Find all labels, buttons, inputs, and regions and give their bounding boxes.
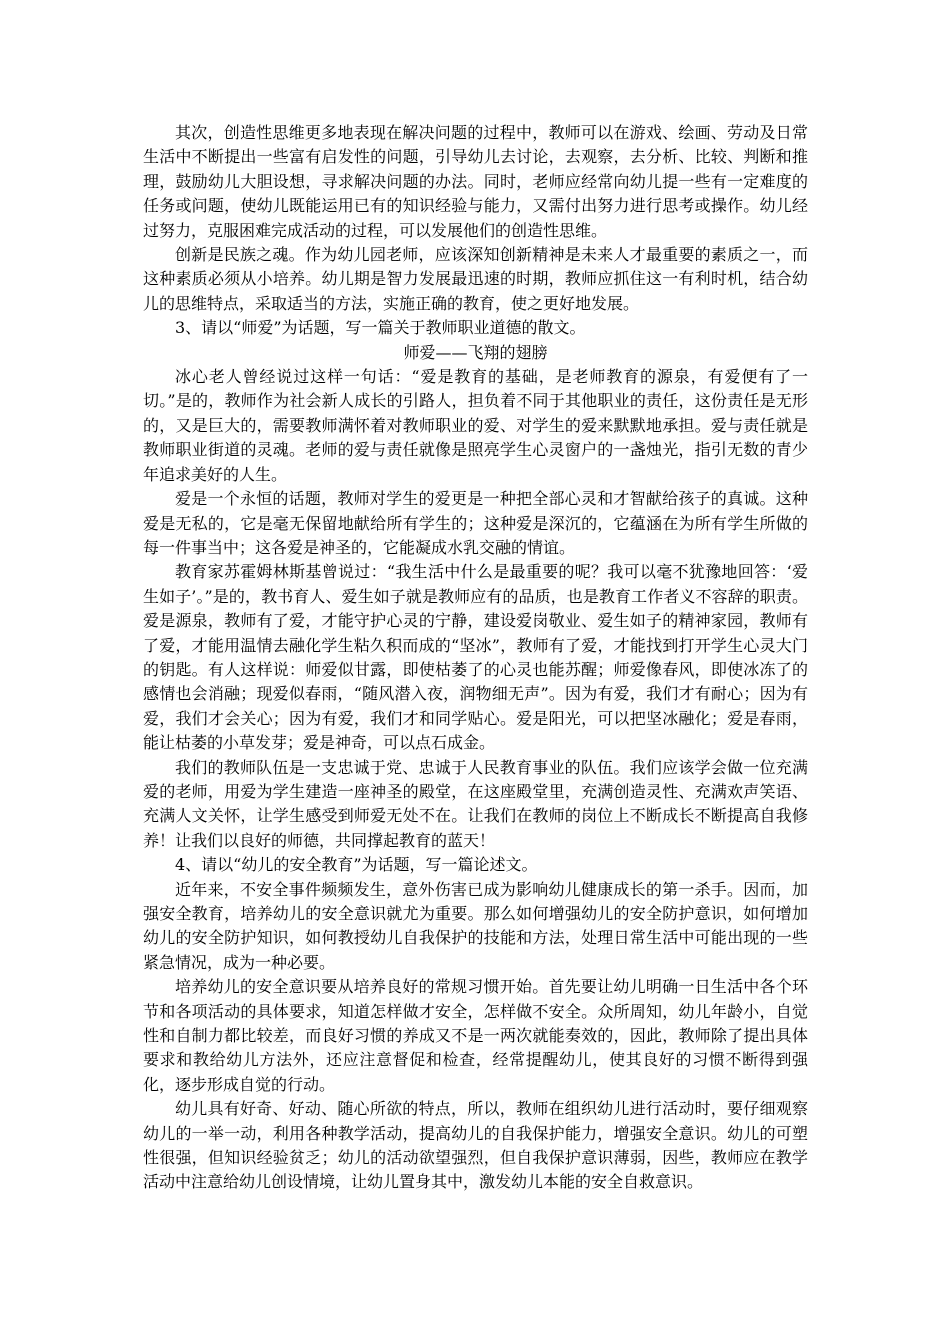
document-page — [143, 121, 808, 1195]
paragraph: 近年来，不安全事件频频发生，意外伤害已成为影响幼儿健康成长的第一杀手。因而，加强安全教育，培养幼儿的安全意识就尤为重要。那么如何增强幼儿的安全防护意识，如何增加幼儿的安全防护知识，如何教授幼儿自我保护的技能和方法，处理日常生活中可能出现的一些紧急情况，成为一种必要。 — [143, 879, 808, 972]
paragraph: 培养幼儿的安全意识要从培养良好的常规习惯开始。首先要让幼儿明确一日生活中各个环节和各项活动的具体要求，知道怎样做才安全，怎样做不安全。众所周知，幼儿年龄小，自觉性和自制力都比较差，而良好习惯的养成又不是一两次就能奏效的，因此，教师除了提出具体要求和教给幼儿方法外，还应注意督促和检查，经常提醒幼儿，使其良好的习惯不断得到强化，逐步形成自觉的行动。 — [143, 977, 808, 1094]
paragraph: 教育家苏霍姆林斯基曾说过：“我生活中什么是最重要的呢？我可以毫不犹豫地回答：‘爱生如子’。”是的，教书育人、爱生如子就是教师应有的品质，也是教育工作者义不容辞的职责。爱是源泉，教师有了爱，才能守护心灵的宁静，建设爱岗敬业、爱生如子的精神家园，教师有了爱，才能用温情去融化学生粘久积而成的“坚冰”，教师有了爱，才能找到打开学生心灵大门的钥匙。有人这样说：师爱似甘露，即使枯萎了的心灵也能苏醒；师爱像春风，即使冰冻了的感情也会消融；现爱似春雨，“随风潜入夜，润物细无声”。因为有爱，我们才有耐心；因为有爱，我们才会关心；因为有爱，我们才和同学贴心。爱是阳光，可以把坚冰融化；爱是春雨，能让枯萎的小草发芽；爱是神奇，可以点石成金。 — [143, 562, 808, 753]
paragraph: 幼儿具有好奇、好动、随心所欲的特点，所以，教师在组织幼儿进行活动时，要仔细观察幼儿的一举一动，利用各种教学活动，提高幼儿的自我保护能力，增强安全意识。幼儿的可塑性很强，但知识经验贫乏；幼儿的活动欲望强烈，但自我保护意识薄弱，因些，教师应在教学活动中注意给幼儿创设情境，让幼儿置身其中，激发幼儿本能的安全自救意识。 — [143, 1099, 808, 1192]
paragraph: 创新是民族之魂。作为幼儿园老师，应该深知创新精神是未来人才最重要的素质之一，而这种素质必须从小培养。幼儿期是智力发展最迅速的时期，教师应抓住这一有利时机，结合幼儿的思维特点，采取适当的方法，实施正确的教育，使之更好地发展。 — [143, 245, 808, 313]
question-heading: 4、请以“幼儿的安全教育”为话题，写一篇论述文。 — [175, 855, 538, 875]
essay-title: 师爱——飞翔的翅膀 — [403, 342, 548, 362]
question-heading: 3、请以“师爱”为话题，写一篇关于教师职业道德的散文。 — [175, 318, 586, 338]
paragraph: 冰心老人曾经说过这样一句话：“爱是教育的基础，是老师教育的源泉，有爱便有了一切。”是的，教师作为社会新人成长的引路人，担负着不同于其他职业的责任，这份责任是无形的，又是巨大的，需要教师满怀着对教师职业的爱、对学生的爱来默默地承担。爱与责任就是教师职业街道的灵魂。老师的爱与责任就像是照亮学生心灵窗户的一盏烛光，指引无数的青少年追求美好的人生。 — [143, 367, 808, 484]
paragraph: 爱是一个永恒的话题，教师对学生的爱更是一种把全部心灵和才智献给孩子的真诚。这种爱是无私的，它是毫无保留地献给所有学生的；这种爱是深沉的，它蕴涵在为所有学生所做的每一件事当中；这各爱是神圣的，它能凝成水乳交融的情谊。 — [143, 489, 808, 557]
paragraph: 其次，创造性思维更多地表现在解决问题的过程中，教师可以在游戏、绘画、劳动及日常生活中不断提出一些富有启发性的问题，引导幼儿去讨论，去观察，去分析、比较、判断和推理，鼓励幼儿大胆设想，寻求解决问题的办法。同时，老师应经常向幼儿提一些有一定难度的任务或问题，使幼儿既能运用已有的知识经验与能力，又需付出努力进行思考或操作。幼儿经过努力，克服困难完成活动的过程，可以发展他们的创造性思维。 — [143, 123, 808, 240]
paragraph: 我们的教师队伍是一支忠诚于党、忠诚于人民教育事业的队伍。我们应该学会做一位充满爱的老师，用爱为学生建造一座神圣的殿堂，在这座殿堂里，充满创造灵性、充满欢声笑语、充满人文关怀，让学生感受到师爱无处不在。让我们在教师的岗位上不断成长不断提高自我修养！让我们以良好的师德，共同撑起教育的蓝天！ — [143, 757, 808, 850]
